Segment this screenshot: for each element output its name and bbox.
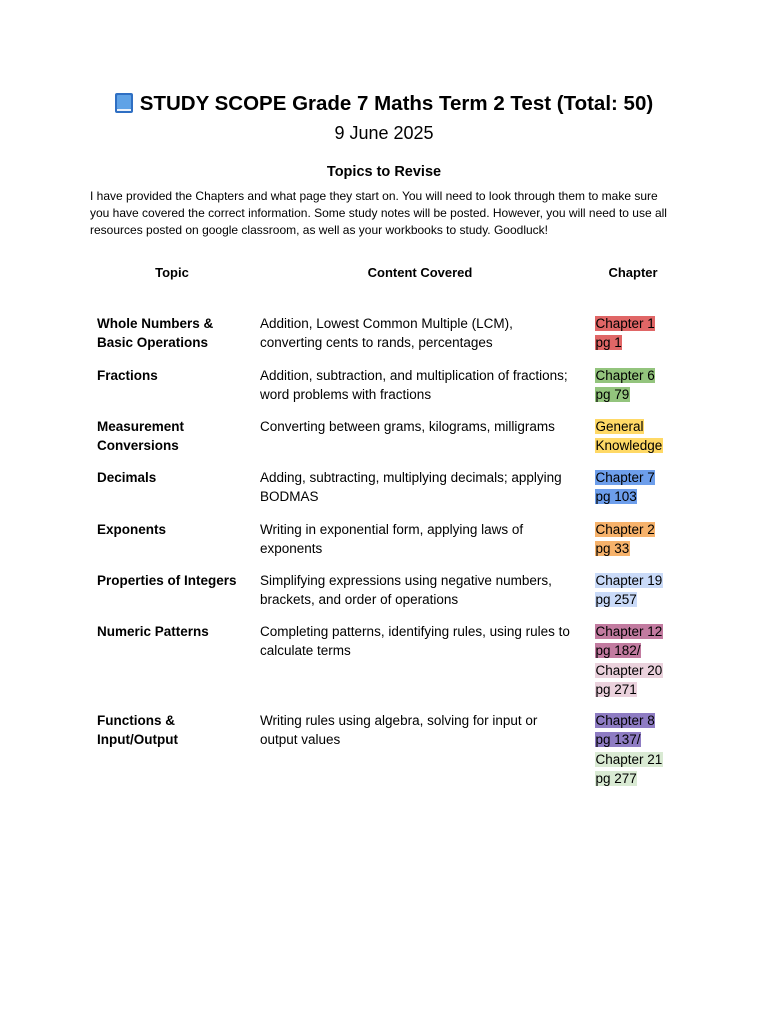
chapter-reference: Chapter 12 bbox=[595, 624, 663, 639]
chapter-reference: pg 182/ bbox=[595, 643, 641, 659]
chapter-reference: Chapter 19 bbox=[595, 573, 663, 588]
topic-cell bbox=[97, 417, 252, 456]
title-text: STUDY SCOPE Grade 7 Maths Term 2 Test (Total: 50) bbox=[139, 92, 654, 115]
content-line: calculate terms bbox=[260, 643, 351, 659]
chapter-cell bbox=[595, 366, 685, 405]
topic-line: Exponents bbox=[97, 522, 167, 537]
chapter-reference: Chapter 2 bbox=[595, 522, 655, 537]
chapter-cell bbox=[595, 711, 685, 788]
topic-cell bbox=[97, 571, 252, 590]
chapter-reference: Chapter 8 bbox=[595, 713, 655, 728]
content-line: Adding, subtracting, multiplying decimals; applying bbox=[260, 470, 562, 485]
content-line: brackets, and order of operations bbox=[260, 592, 459, 608]
document-date: 9 June 2025 bbox=[334, 123, 434, 143]
topic-line: Whole Numbers & bbox=[97, 316, 214, 331]
chapter-reference: pg 277 bbox=[595, 770, 637, 786]
chapter-reference: pg 271 bbox=[595, 681, 637, 697]
content-line: output values bbox=[260, 732, 341, 748]
content-line: Addition, Lowest Common Multiple (LCM), bbox=[260, 316, 513, 331]
chapter-reference: pg 103 bbox=[595, 489, 637, 505]
topic-line: Fractions bbox=[97, 368, 158, 383]
chapter-reference: pg 257 bbox=[595, 592, 637, 608]
chapter-cell bbox=[595, 571, 685, 610]
chapter-reference: Chapter 7 bbox=[595, 470, 655, 485]
chapter-reference: pg 33 bbox=[595, 541, 630, 557]
content-line: Writing rules using algebra, solving for input or bbox=[260, 713, 538, 728]
content-line: exponents bbox=[260, 541, 323, 557]
topic-cell bbox=[97, 468, 252, 487]
content-line: Addition, subtraction, and multiplication of fractions; bbox=[260, 368, 568, 383]
column-header-topic: Topic bbox=[155, 265, 189, 280]
blue-book-icon bbox=[115, 93, 133, 113]
content-line: Converting between grams, kilograms, milligrams bbox=[260, 419, 555, 434]
content-cell bbox=[260, 571, 585, 610]
topic-cell bbox=[97, 314, 252, 353]
chapter-cell bbox=[595, 417, 685, 456]
intro-paragraph: I have provided the Chapters and what page they start on. You will need to look through them to make sure you have covered the correct information. Some study notes will be posted. However, you will need to use all resources posted on google classroom, as well as your workbooks to study. Goodluck! bbox=[90, 189, 667, 237]
topic-cell bbox=[97, 520, 252, 539]
section-heading: Topics to Revise bbox=[326, 164, 442, 180]
content-cell bbox=[260, 417, 585, 436]
content-line: Simplifying expressions using negative numbers, bbox=[260, 573, 552, 588]
content-cell bbox=[260, 366, 585, 405]
chapter-reference: Chapter 1 bbox=[595, 316, 655, 331]
topic-line: Functions & bbox=[97, 713, 175, 728]
chapter-reference: Chapter 21 bbox=[595, 751, 663, 767]
content-line: word problems with fractions bbox=[260, 387, 432, 403]
column-header-chapter: Chapter bbox=[608, 265, 658, 280]
chapter-reference: pg 79 bbox=[595, 387, 630, 403]
content-line: Writing in exponential form, applying laws of bbox=[260, 522, 524, 537]
topic-line: Measurement bbox=[97, 419, 185, 434]
topic-line: Conversions bbox=[97, 438, 179, 454]
topic-cell bbox=[97, 366, 252, 385]
chapter-reference: General bbox=[595, 419, 644, 434]
chapter-cell bbox=[595, 520, 685, 559]
topic-line: Numeric Patterns bbox=[97, 624, 209, 639]
chapter-cell bbox=[595, 622, 685, 699]
chapter-reference: pg 137/ bbox=[595, 732, 641, 748]
chapter-cell bbox=[595, 314, 685, 353]
topic-cell bbox=[97, 711, 252, 750]
chapter-reference: Knowledge bbox=[595, 438, 663, 454]
content-cell bbox=[260, 314, 585, 353]
chapter-reference: Chapter 20 bbox=[595, 662, 663, 678]
content-line: converting cents to rands, percentages bbox=[260, 335, 493, 351]
topic-line: Decimals bbox=[97, 470, 157, 485]
chapter-reference: pg 1 bbox=[595, 335, 622, 351]
content-cell bbox=[260, 622, 585, 661]
chapter-cell bbox=[595, 468, 685, 507]
content-line: Completing patterns, identifying rules, using rules to bbox=[260, 624, 570, 639]
document-title bbox=[0, 90, 768, 118]
topic-line: Basic Operations bbox=[97, 335, 209, 351]
column-header-content: Content Covered bbox=[367, 265, 473, 280]
topic-line: Properties of Integers bbox=[97, 573, 237, 588]
chapter-reference: Chapter 6 bbox=[595, 368, 655, 383]
topic-line: Input/Output bbox=[97, 732, 178, 748]
content-cell bbox=[260, 468, 585, 507]
topic-cell bbox=[97, 622, 252, 641]
content-cell bbox=[260, 711, 585, 750]
content-line: BODMAS bbox=[260, 489, 319, 505]
content-cell bbox=[260, 520, 585, 559]
